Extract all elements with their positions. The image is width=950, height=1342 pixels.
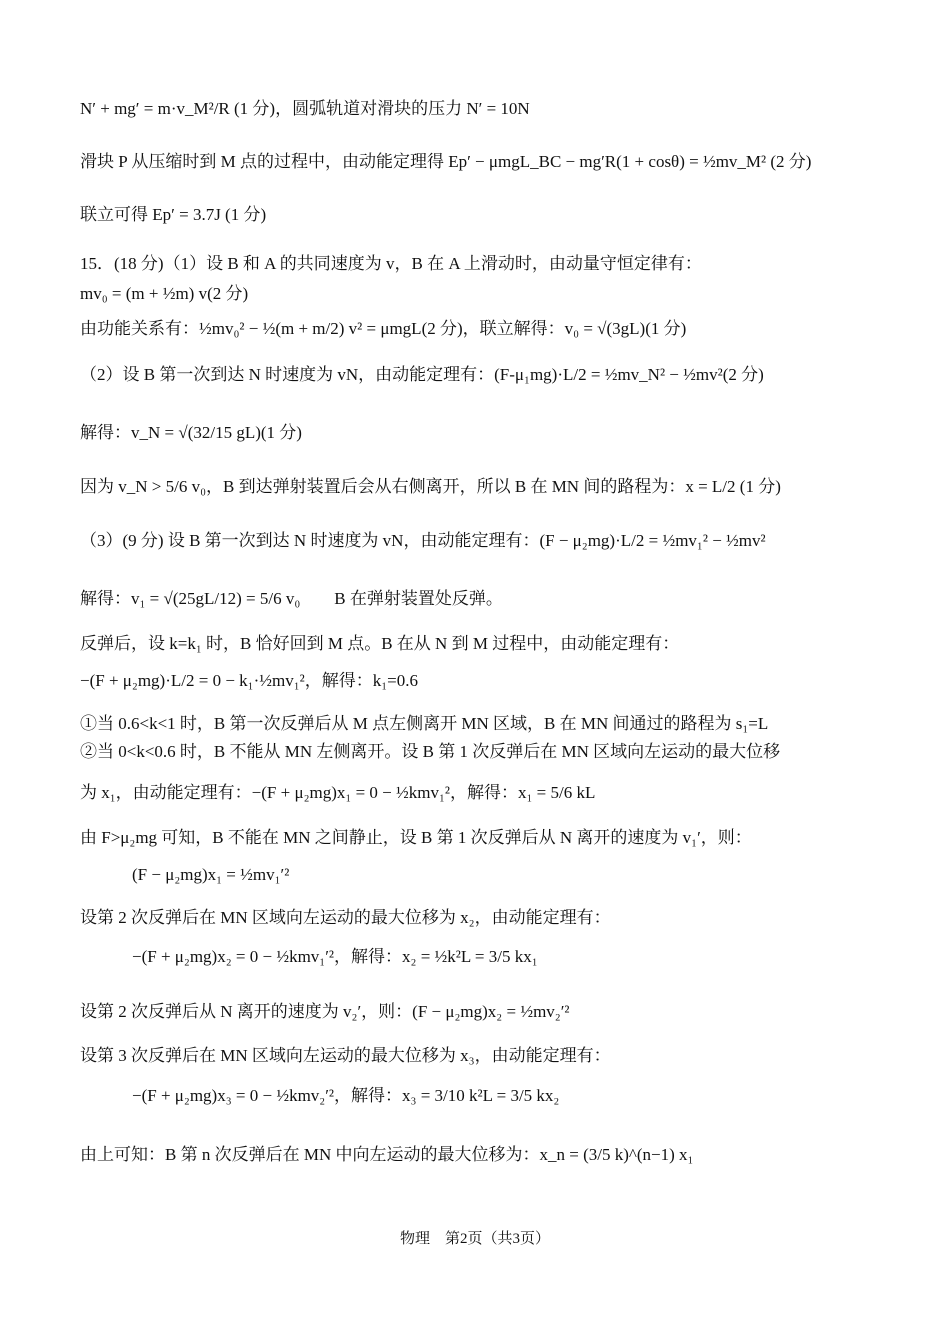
- line-13: −(F + μ₂mg)·L/2 = 0 − k₁·½mv₁²，解得：k₁=0.6: [80, 671, 419, 690]
- line-20: −(F + μ₂mg)x₂ = 0 − ½kmv₁′²，解得：x₂ = ½k²L = 3/5 kx₁: [132, 947, 538, 966]
- line-7: （2）设 B 第一次到达 N 时速度为 vN，由动能定理有：(F-μ₁mg)·L/2 = ½mv_N² − ½mv²(2 分): [80, 365, 764, 384]
- line-18: (F − μ₂mg)x₁ = ½mv₁′²: [132, 865, 290, 884]
- line-16: 为 x₁，由动能定理有：−(F + μ₂mg)x₁ = 0 − ½kmv₁²，解得：x₁ = 5/6 kL: [80, 783, 596, 802]
- line-21: 设第 2 次反弹后从 N 离开的速度为 v₂′，则：(F − μ₂mg)x₂ = ½mv₂′²: [80, 1002, 570, 1021]
- line-11: 解得：v₁ = √(25gL/12) = 5/6 v₀ B 在弹射装置处反弹。: [80, 589, 503, 608]
- line-1: N′ + mg′ = m·v_M²/R (1 分)，圆弧轨道对滑块的压力 N′ = 10N: [80, 99, 530, 118]
- page-footer: 物理 第2页（共3页）: [399, 1231, 550, 1247]
- line-23: −(F + μ₂mg)x₃ = 0 − ½kmv₂′²，解得：x₃ = 3/10 k²L = 3/5 kx₂: [132, 1086, 560, 1105]
- line-10: （3）(9 分) 设 B 第一次到达 N 时速度为 vN，由动能定理有：(F − μ₂mg)·L/2 = ½mv₁² − ½mv²: [80, 531, 766, 550]
- line-15: ②当 0<k<0.6 时，B 不能从 MN 左侧离开。设 B 第 1 次反弹后在 MN 区域向左运动的最大位移: [80, 742, 781, 761]
- line-12: 反弹后，设 k=k₁ 时，B 恰好回到 M 点。B 在从 N 到 M 过程中，由动能定理有：: [80, 634, 680, 653]
- line-4: 15．(18 分)（1）设 B 和 A 的共同速度为 v，B 在 A 上滑动时，由动量守恒定律有：: [80, 254, 702, 273]
- line-14: ①当 0.6<k<1 时，B 第一次反弹后从 M 点左侧离开 MN 区域，B 在 MN 间通过的路程为 s₁=L: [80, 714, 769, 733]
- line-24: 由上可知：B 第 n 次反弹后在 MN 中向左运动的最大位移为：x_n = (3/5 k)^(n−1) x₁: [80, 1145, 694, 1164]
- line-3: 联立可得 Ep′ = 3.7J (1 分): [80, 205, 267, 224]
- line-19: 设第 2 次反弹后在 MN 区域向左运动的最大位移为 x₂，由动能定理有：: [80, 908, 611, 927]
- line-2: 滑块 P 从压缩时到 M 点的过程中，由动能定理得 Ep′ − μmgL_BC − mg′R(1 + cosθ) = ½mv_M² (2 分): [80, 152, 812, 171]
- line-8: 解得：v_N = √(32/15 gL)(1 分): [80, 423, 302, 442]
- line-17: 由 F>μ₂mg 可知，B 不能在 MN 之间静止，设 B 第 1 次反弹后从 N 离开的速度为 v₁′，则：: [80, 828, 752, 847]
- line-9: 因为 v_N > 5/6 v₀，B 到达弹射装置后会从右侧离开，所以 B 在 MN 间的路程为：x = L/2 (1 分): [80, 477, 781, 496]
- line-6: 由功能关系有：½mv₀² − ½(m + m/2) v² = μmgL(2 分)，联立解得：v₀ = √(3gL)(1 分): [80, 319, 687, 338]
- line-22: 设第 3 次反弹后在 MN 区域向左运动的最大位移为 x₃，由动能定理有：: [80, 1046, 611, 1065]
- line-5: mv₀ = (m + ½m) v(2 分): [80, 284, 249, 303]
